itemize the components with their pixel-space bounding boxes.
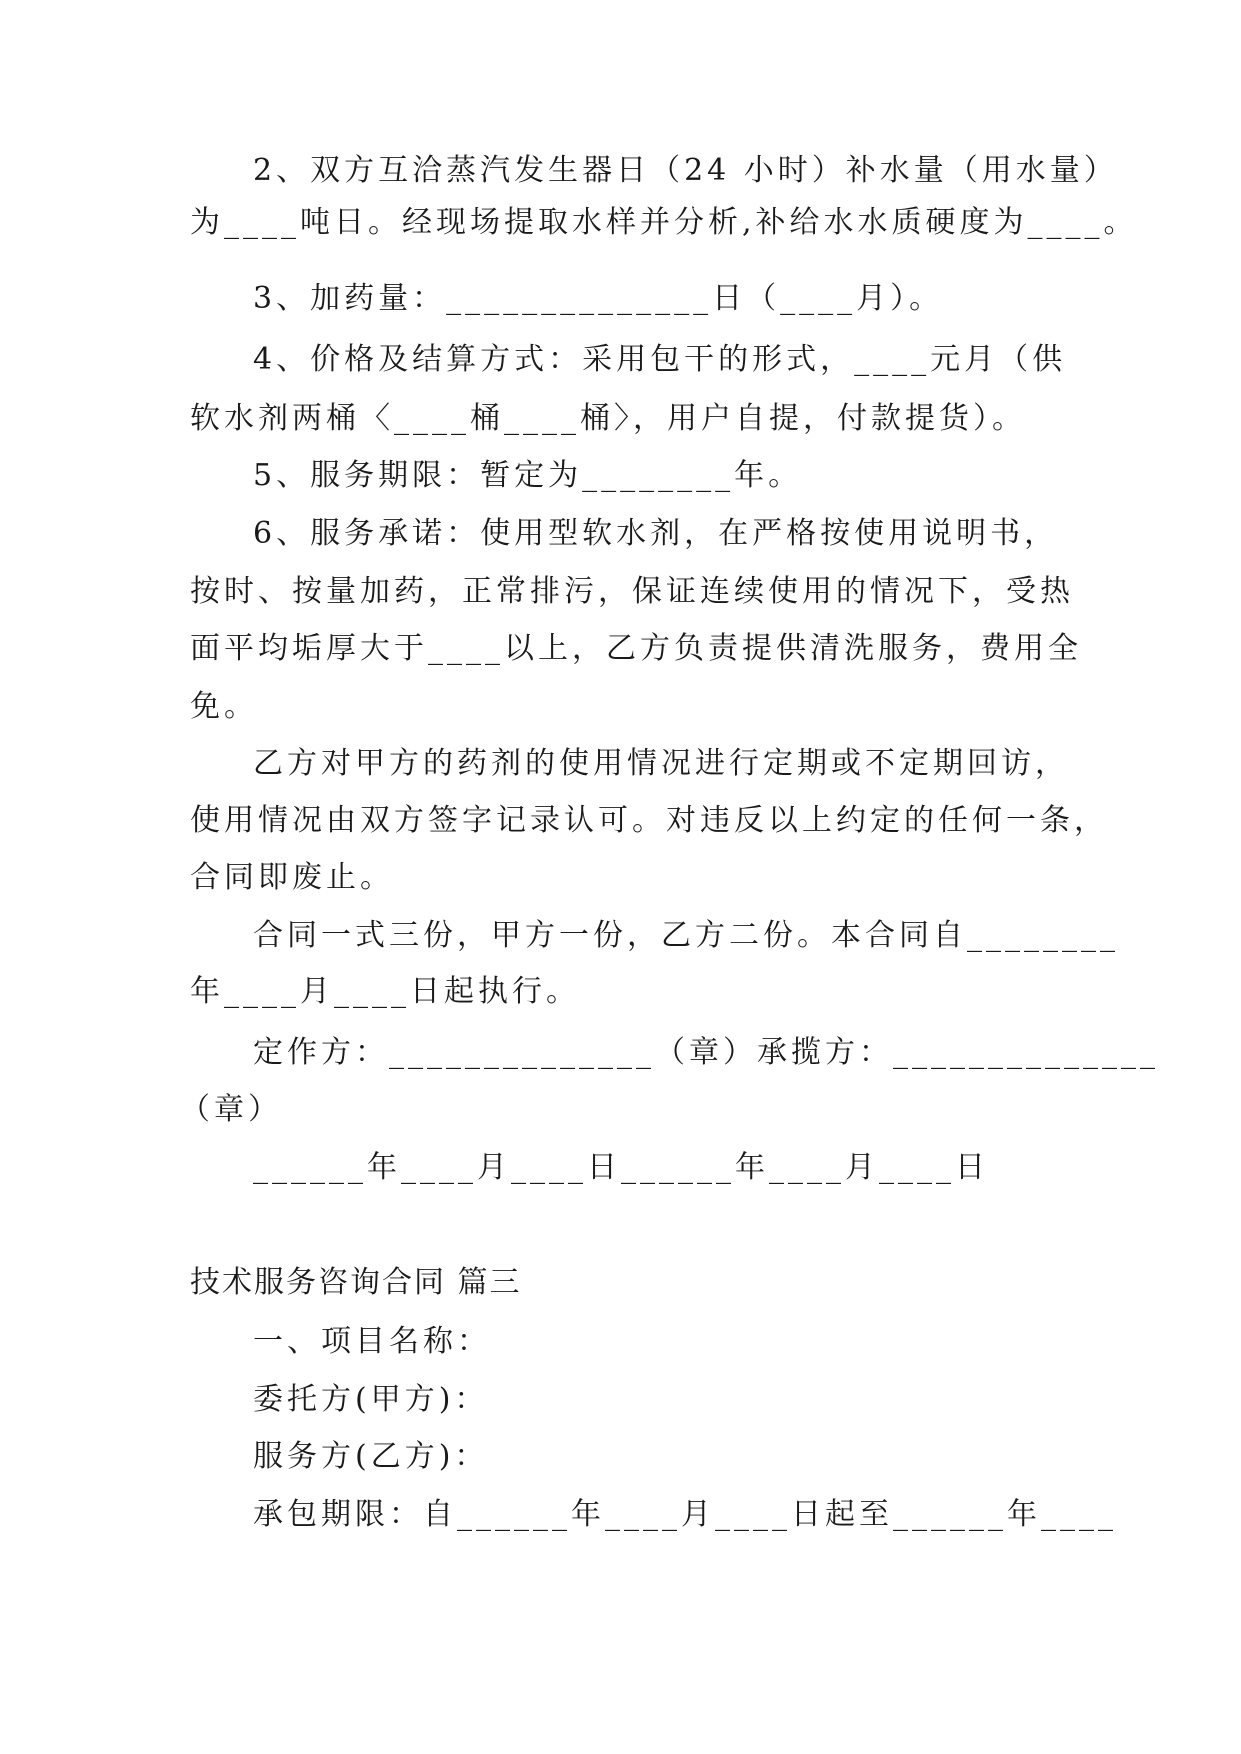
paragraph-line: 5、服务期限：暂定为________年。 (253, 458, 803, 493)
section-title: 技术服务咨询合同 篇三 (190, 1265, 522, 1300)
section-line: 委托方(甲方)： (253, 1382, 489, 1417)
paragraph-line: 2、双方互洽蒸汽发生器日（24 小时）补水量（用水量） (253, 153, 1118, 188)
paragraph-line: 按时、按量加药，正常排污，保证连续使用的情况下，受热 (190, 574, 1074, 609)
date-line: ______年____月____日______年____月____日 (253, 1150, 989, 1185)
paragraph-line: 3、加药量：______________日（____月）。 (253, 281, 944, 316)
paragraph-line: 6、服务承诺：使用型软水剂，在严格按使用说明书， (253, 516, 1059, 551)
paragraph-line: 使用情况由双方签字记录认可。对违反以上约定的任何一条， (190, 803, 1108, 838)
paragraph-line: 面平均垢厚大于____以上，乙方负责提供清洗服务，费用全 (190, 631, 1082, 666)
paragraph-line: 乙方对甲方的药剂的使用情况进行定期或不定期回访， (253, 746, 1069, 781)
paragraph-line: 合同即废止。 (190, 860, 394, 895)
section-line: 服务方(乙方)： (253, 1439, 489, 1474)
section-line: 承包期限：自______年____月____日起至______年____ (253, 1497, 1117, 1532)
paragraph-line: 年____月____日起执行。 (190, 974, 580, 1009)
paragraph-line: 合同一式三份，甲方一份，乙方二份。本合同自________ (253, 918, 1119, 953)
paragraph-line: 软水剂两桶〈____桶____桶〉，用户自提，付款提货）。 (190, 401, 1026, 436)
signature-line: （章） (180, 1092, 282, 1127)
paragraph-line: 4、价格及结算方式：采用包干的形式，____元月（供 (253, 342, 1067, 377)
signature-line: 定作方：______________（章）承揽方：______________ (253, 1035, 1159, 1070)
section-line: 一、项目名称： (253, 1324, 491, 1359)
paragraph-line: 为____吨日。经现场提取水样并分析,补给水水质硬度为____。 (190, 205, 1138, 240)
paragraph-line: 免。 (190, 689, 258, 724)
